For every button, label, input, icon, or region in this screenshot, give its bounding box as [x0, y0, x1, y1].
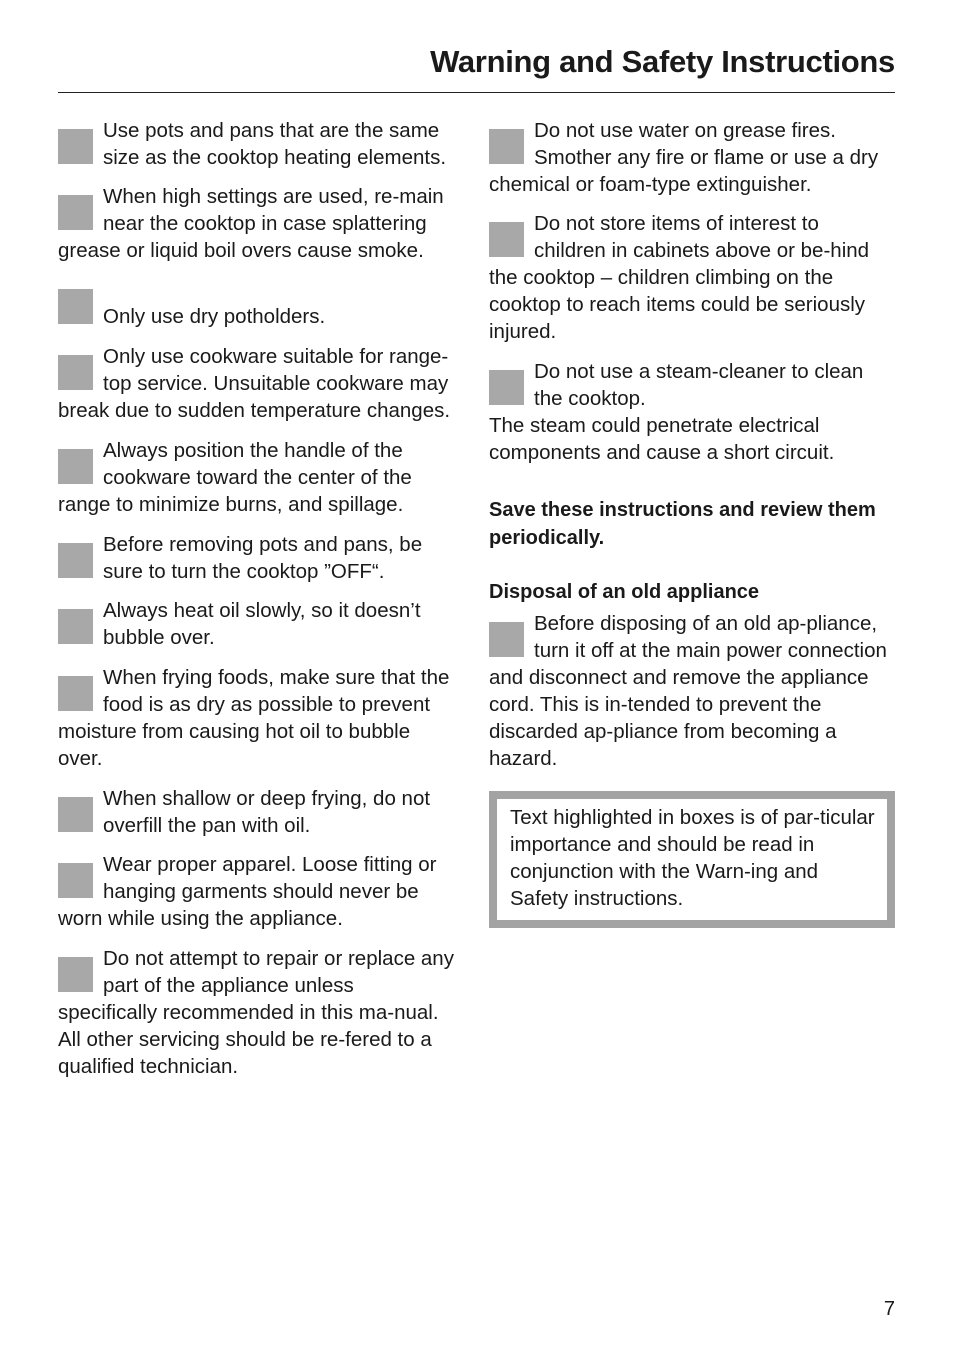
- warning-item: When high settings are used, re-main near the cooktop in case splattering grease or liquid boil overs cause smoke.: [58, 185, 444, 262]
- bullet-square-icon: [58, 449, 93, 484]
- bullet-square-icon: [58, 797, 93, 832]
- bullet-square-icon: [58, 863, 93, 898]
- warning-item-detail: The steam could penetrate electrical components and cause a short circuit.: [489, 414, 835, 464]
- warning-item: When shallow or deep frying, do not overfill the pan with oil.: [58, 785, 458, 839]
- disposal-heading: Disposal of an old appliance: [489, 581, 760, 603]
- warning-item: Always heat oil slowly, so it doesn’t bubble over.: [58, 597, 458, 651]
- warning-item: Only use cookware suitable for range-top service. Unsuitable cookware may break due to sudden temperature changes.: [58, 345, 451, 422]
- warning-item: Wear proper apparel. Loose fitting or hanging garments should never be worn while using the appliance.: [58, 853, 437, 930]
- warning-item: Before removing pots and pans, be sure to turn the cooktop ”OFF“.: [58, 531, 458, 585]
- warning-item: Do not attempt to repair or replace any part of the appliance unless specifically recommended in this ma-nual. All other servicing should be re-fered to a qualified technician.: [58, 947, 454, 1078]
- bullet-square-icon: [58, 355, 93, 390]
- bullet-square-icon: [58, 543, 93, 578]
- bullet-square-icon: [58, 289, 93, 324]
- page-title: Warning and Safety Instructions: [430, 44, 895, 79]
- disposal-item: Before disposing of an old ap-pliance, turn it off at the main power connection and disconnect and remove the appliance cord. This is in-tended to prevent the discarded ap-pliance from becoming a hazard.: [489, 612, 887, 770]
- warning-item: Do not use a steam-cleaner to clean the cooktop. The steam could penetrate electrical components and cause a short circuit.: [489, 358, 895, 466]
- bullet-square-icon: [489, 622, 524, 657]
- save-instructions-heading: Save these instructions and review them periodically.: [489, 499, 876, 549]
- bullet-square-icon: [58, 129, 93, 164]
- bullet-square-icon: [489, 129, 524, 164]
- warning-item: Do not store items of interest to children in cabinets above or be-hind the cooktop – children climbing on the cooktop to reach items could be seriously injured.: [489, 212, 870, 343]
- page-number: 7: [883, 1298, 895, 1320]
- bullet-square-icon: [58, 195, 93, 230]
- warning-item: Use pots and pans that are the same size as the cooktop heating elements.: [58, 117, 458, 171]
- warning-item: Always position the handle of the cookware toward the center of the range to minimize burns, and spillage.: [58, 439, 412, 516]
- right-column: [489, 117, 895, 928]
- bullet-square-icon: [58, 609, 93, 644]
- bullet-square-icon: [489, 222, 524, 257]
- note-box: Text highlighted in boxes is of par-ticular importance and should be read in conjunction with the Warn-ing and Safety instructions.: [489, 791, 895, 928]
- warning-item: Only use dry potholders.: [58, 303, 458, 330]
- warning-item: When frying foods, make sure that the food is as dry as possible to prevent moisture from causing hot oil to bubble over.: [58, 666, 450, 770]
- bullet-square-icon: [489, 370, 524, 405]
- warning-item: Do not use water on grease fires. Smother any fire or flame or use a dry chemical or foam-type extinguisher.: [489, 119, 879, 196]
- bullet-square-icon: [58, 676, 93, 711]
- title-divider: [58, 92, 895, 93]
- left-column: [58, 117, 458, 1080]
- bullet-square-icon: [58, 957, 93, 992]
